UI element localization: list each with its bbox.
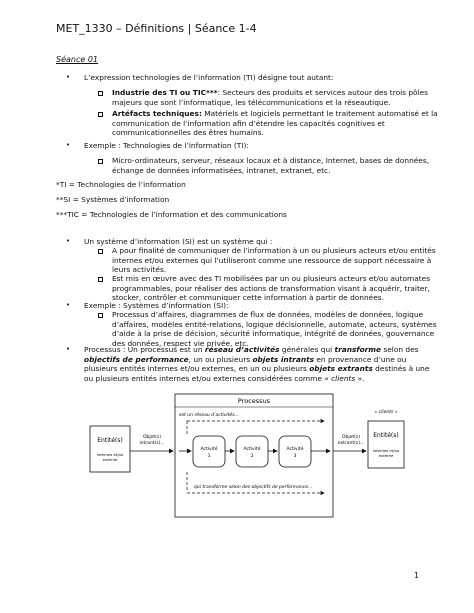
processus-text [84,345,429,383]
network-label: est un réseau d’activités... [179,413,239,418]
example1-sub-l1: Micro-ordinateurs, serveur, réseaux locaux et à distance, Internet, bases de données, [112,156,430,165]
activity-1-num: 1 [207,454,211,459]
clients-label: « clients » [374,410,398,415]
intro-item-1-l2: majeurs que sont l’informatique, les télécommunications et la réseautique. [112,97,391,107]
entity-left-label: Entité(s) [97,437,123,444]
example2-sub-l3: d’aide à la prise de décision, sécurité informatique, intégrité de données, gouvernance [112,329,435,339]
processus-reseau: réseau d’activités [204,345,280,354]
activity-1-name: Activité [200,447,218,452]
section-title: Séance 01 [56,55,99,64]
activity-2-name: Activité [243,447,261,452]
example2-sub [112,310,437,348]
entity-left-sub1: internes et/ou [96,452,124,457]
output-label-l2: extrant(s)... [337,441,365,446]
intro-item-2-l2: communication de l’information afin d’étendre les capacités cognitives et [112,118,385,128]
input-label-l1: Objet(s) [142,435,162,440]
bullet-icon: • [66,345,71,353]
processus-extrants: objets extrants [309,364,373,374]
example2-text: Exemple : Systèmes d’information (SI): [84,301,229,310]
si-item-b-l1: Est mis en œuvre avec des TI mobilisées par un ou plusieurs acteurs et/ou automates [112,274,431,283]
processus-p3: générales qui [279,345,335,354]
bullet-icon: • [66,73,71,81]
entity-right-sub1: internes et/ou [372,448,400,453]
checkbox-icon [98,112,103,117]
si-item-a-l3: leurs activités. [112,265,167,275]
intro-item-1-l1: : Secteurs des produits et services autour des trois pôles [217,88,429,97]
si-item-b [112,274,430,303]
term-artefacts: Artéfacts techniques: [112,109,202,118]
checkbox-icon [98,159,103,164]
entity-right-label: Entité(s) [373,432,399,439]
entity-left-sub2: externe [102,457,118,462]
si-item-a [112,246,436,275]
process-diagram [80,392,420,522]
footnote-si: **SI = Systèmes d’information [56,195,170,204]
processus-p7: , un ou plusieurs [188,354,253,364]
si-item-b-l3: stocker, contrôler et communiquer cette information à partir de données. [112,293,384,303]
example2-sub-l1: Processus d’affaires, diagrammes de flux de données, modèles de données, logique [112,310,424,319]
example2-sub-l2: d’affaires, modèles entité-relations, logique décisionnelle, automate, acteurs, systèmes [112,319,437,329]
processus-p15: ». [355,373,365,383]
transform-label: qui transforme selon des objectifs de performance... [194,485,313,490]
activity-2 [236,436,268,467]
processus-title: Processus [237,397,271,405]
example1-sub-l2: échange de données informatisées, intranet, extranet, etc. [112,165,331,175]
bullet-icon: • [66,141,71,149]
processus-intrants: objets intrants [252,354,315,364]
input-label-l2: intrant(s)... [139,441,165,446]
intro-item-1 [112,88,428,107]
activity-3-name: Activité [286,447,304,452]
entity-right-sub2: externe [378,453,394,458]
processus-p5: selon des [381,345,419,354]
checkbox-icon [98,91,103,96]
si-item-a-l2: internes et/ou externes qui l’utiliseront comme une ressource de support nécessaire à [112,255,432,265]
processus-objectifs: objectifs de performance [84,354,189,364]
si-item-b-l2: programmables, pour réaliser des actions de transformation visant à acquérir, traiter, [112,283,430,293]
processus-p9: en provenance d’une ou [314,354,407,364]
activity-3-num: 3 [293,454,297,459]
example1-sub [112,156,429,175]
activity-2-num: 2 [250,454,254,459]
term-industrie: Industrie des TI ou TIC*** [112,88,218,97]
page-title: MET_1330 – Définitions | Séance 1-4 [56,22,257,35]
intro-text: L’expression technologies de l’information (TI) désigne tout autant: [84,73,334,82]
intro-item-2-l1: Matériels et logiciels permettant le traitement automatisé et la [201,109,438,118]
footnote-ti: *TI = Technologies de l’information [56,180,186,189]
bullet-icon: • [66,301,71,309]
intro-item-2 [112,109,438,138]
activity-1 [193,436,225,467]
processus-p1: Processus : Un processus est un [84,345,205,354]
intro-item-2-l3: communicationnelles des êtres humains. [112,128,264,138]
example1-text: Exemple : Technologies de l’information (TI): [84,141,249,150]
si-item-a-l1: A pour finalité de communiquer de l’information à un ou plusieurs acteurs et/ou entités [112,246,436,255]
processus-p12: destinés à une [372,364,430,374]
entity-right [368,421,404,468]
bullet-icon: • [66,237,71,245]
output-label-l1: Objet(s) [341,435,361,440]
processus-p10: plusieurs entités internes et/ou externes, en un ou plusieurs [84,364,310,374]
processus-clients: clients [331,373,356,383]
checkbox-icon [98,277,103,282]
processus-p13: ou plusieurs entités internes et/ou externes considérées comme « [84,373,332,383]
processus-transforme: transforme [334,345,382,354]
footnote-tic: ***TIC = Technologies de l’information et des communications [56,210,287,219]
checkbox-icon [98,313,103,318]
activity-3 [279,436,311,467]
example2-sub-l4: des données, respect vie privée, etc. [112,338,249,348]
entity-left [90,426,130,472]
checkbox-icon [98,249,103,254]
si-text: Un système d’information (SI) est un système qui : [84,237,273,246]
page-number: 1 [414,571,420,580]
